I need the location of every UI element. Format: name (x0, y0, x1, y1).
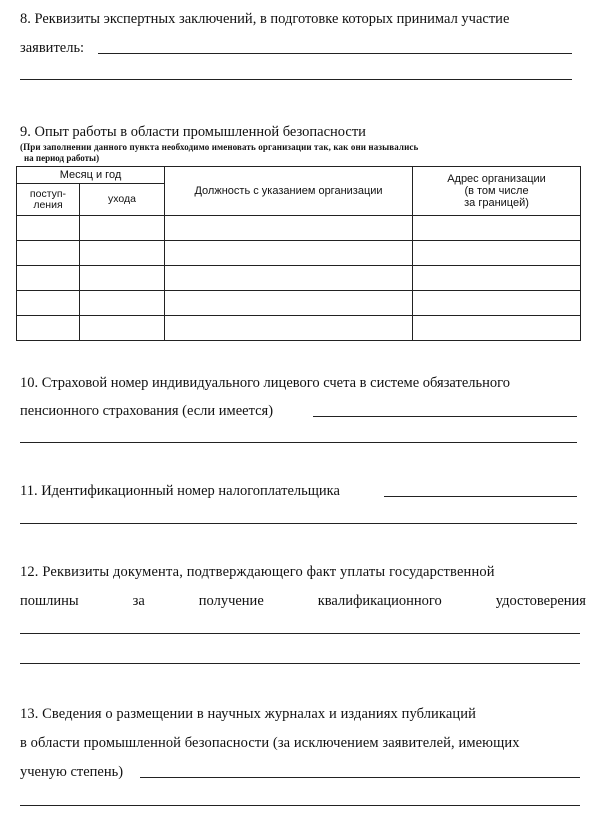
header-address-line-2: (в том числе (464, 185, 529, 197)
section-8-input-line-2[interactable] (20, 79, 572, 80)
header-month-year: Месяц и год (17, 167, 165, 184)
cell-start[interactable] (17, 291, 80, 316)
cell-position[interactable] (165, 316, 413, 341)
cell-end[interactable] (80, 266, 165, 291)
section-9-note-line-2: на период работы) (24, 153, 100, 163)
cell-end[interactable] (80, 291, 165, 316)
table-row (17, 241, 581, 266)
section-12-heading: 12. Реквизиты документа, подтверждающего факт уплаты государственной (20, 564, 495, 580)
cell-position[interactable] (165, 241, 413, 266)
cell-start[interactable] (17, 216, 80, 241)
section-9-note-text: (При заполнении данного пункта необходимо именовать организации так, как они назывались (20, 142, 419, 152)
header-start-line-1: поступ- (29, 187, 67, 200)
word: квалификационного (317, 593, 442, 609)
header-address-line-1: Адрес организации (447, 173, 546, 185)
cell-position[interactable] (165, 216, 413, 241)
table-row (17, 316, 581, 341)
table-row (17, 216, 581, 241)
cell-end[interactable] (80, 216, 165, 241)
section-8-input-line-1[interactable] (98, 53, 572, 54)
word: удостоверения (495, 593, 586, 609)
cell-start[interactable] (17, 241, 80, 266)
section-10-input-line-1[interactable] (313, 416, 577, 417)
header-address-line-3: за границей) (464, 197, 529, 209)
cell-end[interactable] (80, 316, 165, 341)
section-11-input-line-2[interactable] (20, 523, 577, 524)
header-end: ухода (80, 184, 165, 216)
cell-start[interactable] (17, 316, 80, 341)
section-13-line-2: в области промышленной безопасности (за исключением заявителей, имеющих (20, 735, 520, 751)
section-13-input-line-2[interactable] (20, 805, 580, 806)
section-13-label: ученую степень) (20, 764, 124, 780)
section-9-heading: 9. Опыт работы в области промышленной безопасности (20, 124, 366, 140)
section-13-input-line-1[interactable] (140, 777, 580, 778)
header-address (413, 167, 581, 216)
section-8-label: заявитель: (20, 40, 85, 56)
cell-end[interactable] (80, 241, 165, 266)
word: пошлины (20, 593, 79, 609)
table-row (17, 291, 581, 316)
cell-address[interactable] (413, 216, 581, 241)
cell-address[interactable] (413, 291, 581, 316)
section-12-line-2 (20, 592, 586, 610)
header-position: Должность с указанием организации (165, 167, 413, 216)
section-12-input-line-1[interactable] (20, 633, 580, 634)
section-12-input-line-2[interactable] (20, 663, 580, 664)
section-13-heading: 13. Сведения о размещении в научных журналах и изданиях публикаций (20, 706, 476, 722)
word: за (132, 593, 145, 609)
section-11-input-line-1[interactable] (384, 496, 577, 497)
section-10-input-line-2[interactable] (20, 442, 577, 443)
section-9-note-line-1 (20, 142, 586, 152)
table-row (17, 266, 581, 291)
section-8-heading: 8. Реквизиты экспертных заключений, в подготовке которых принимал участие (20, 11, 510, 27)
cell-position[interactable] (165, 291, 413, 316)
section-11-label: 11. Идентификационный номер налогоплательщика (20, 483, 340, 499)
section-10-heading: 10. Страховой номер индивидуального лицевого счета в системе обязательного (20, 375, 510, 391)
cell-address[interactable] (413, 316, 581, 341)
cell-address[interactable] (413, 241, 581, 266)
cell-address[interactable] (413, 266, 581, 291)
cell-position[interactable] (165, 266, 413, 291)
header-start-line-2: ления (33, 198, 63, 211)
section-10-label: пенсионного страхования (если имеется) (20, 403, 274, 419)
header-start (17, 184, 80, 216)
word: получение (198, 593, 264, 609)
work-experience-table (16, 166, 581, 341)
cell-start[interactable] (17, 266, 80, 291)
